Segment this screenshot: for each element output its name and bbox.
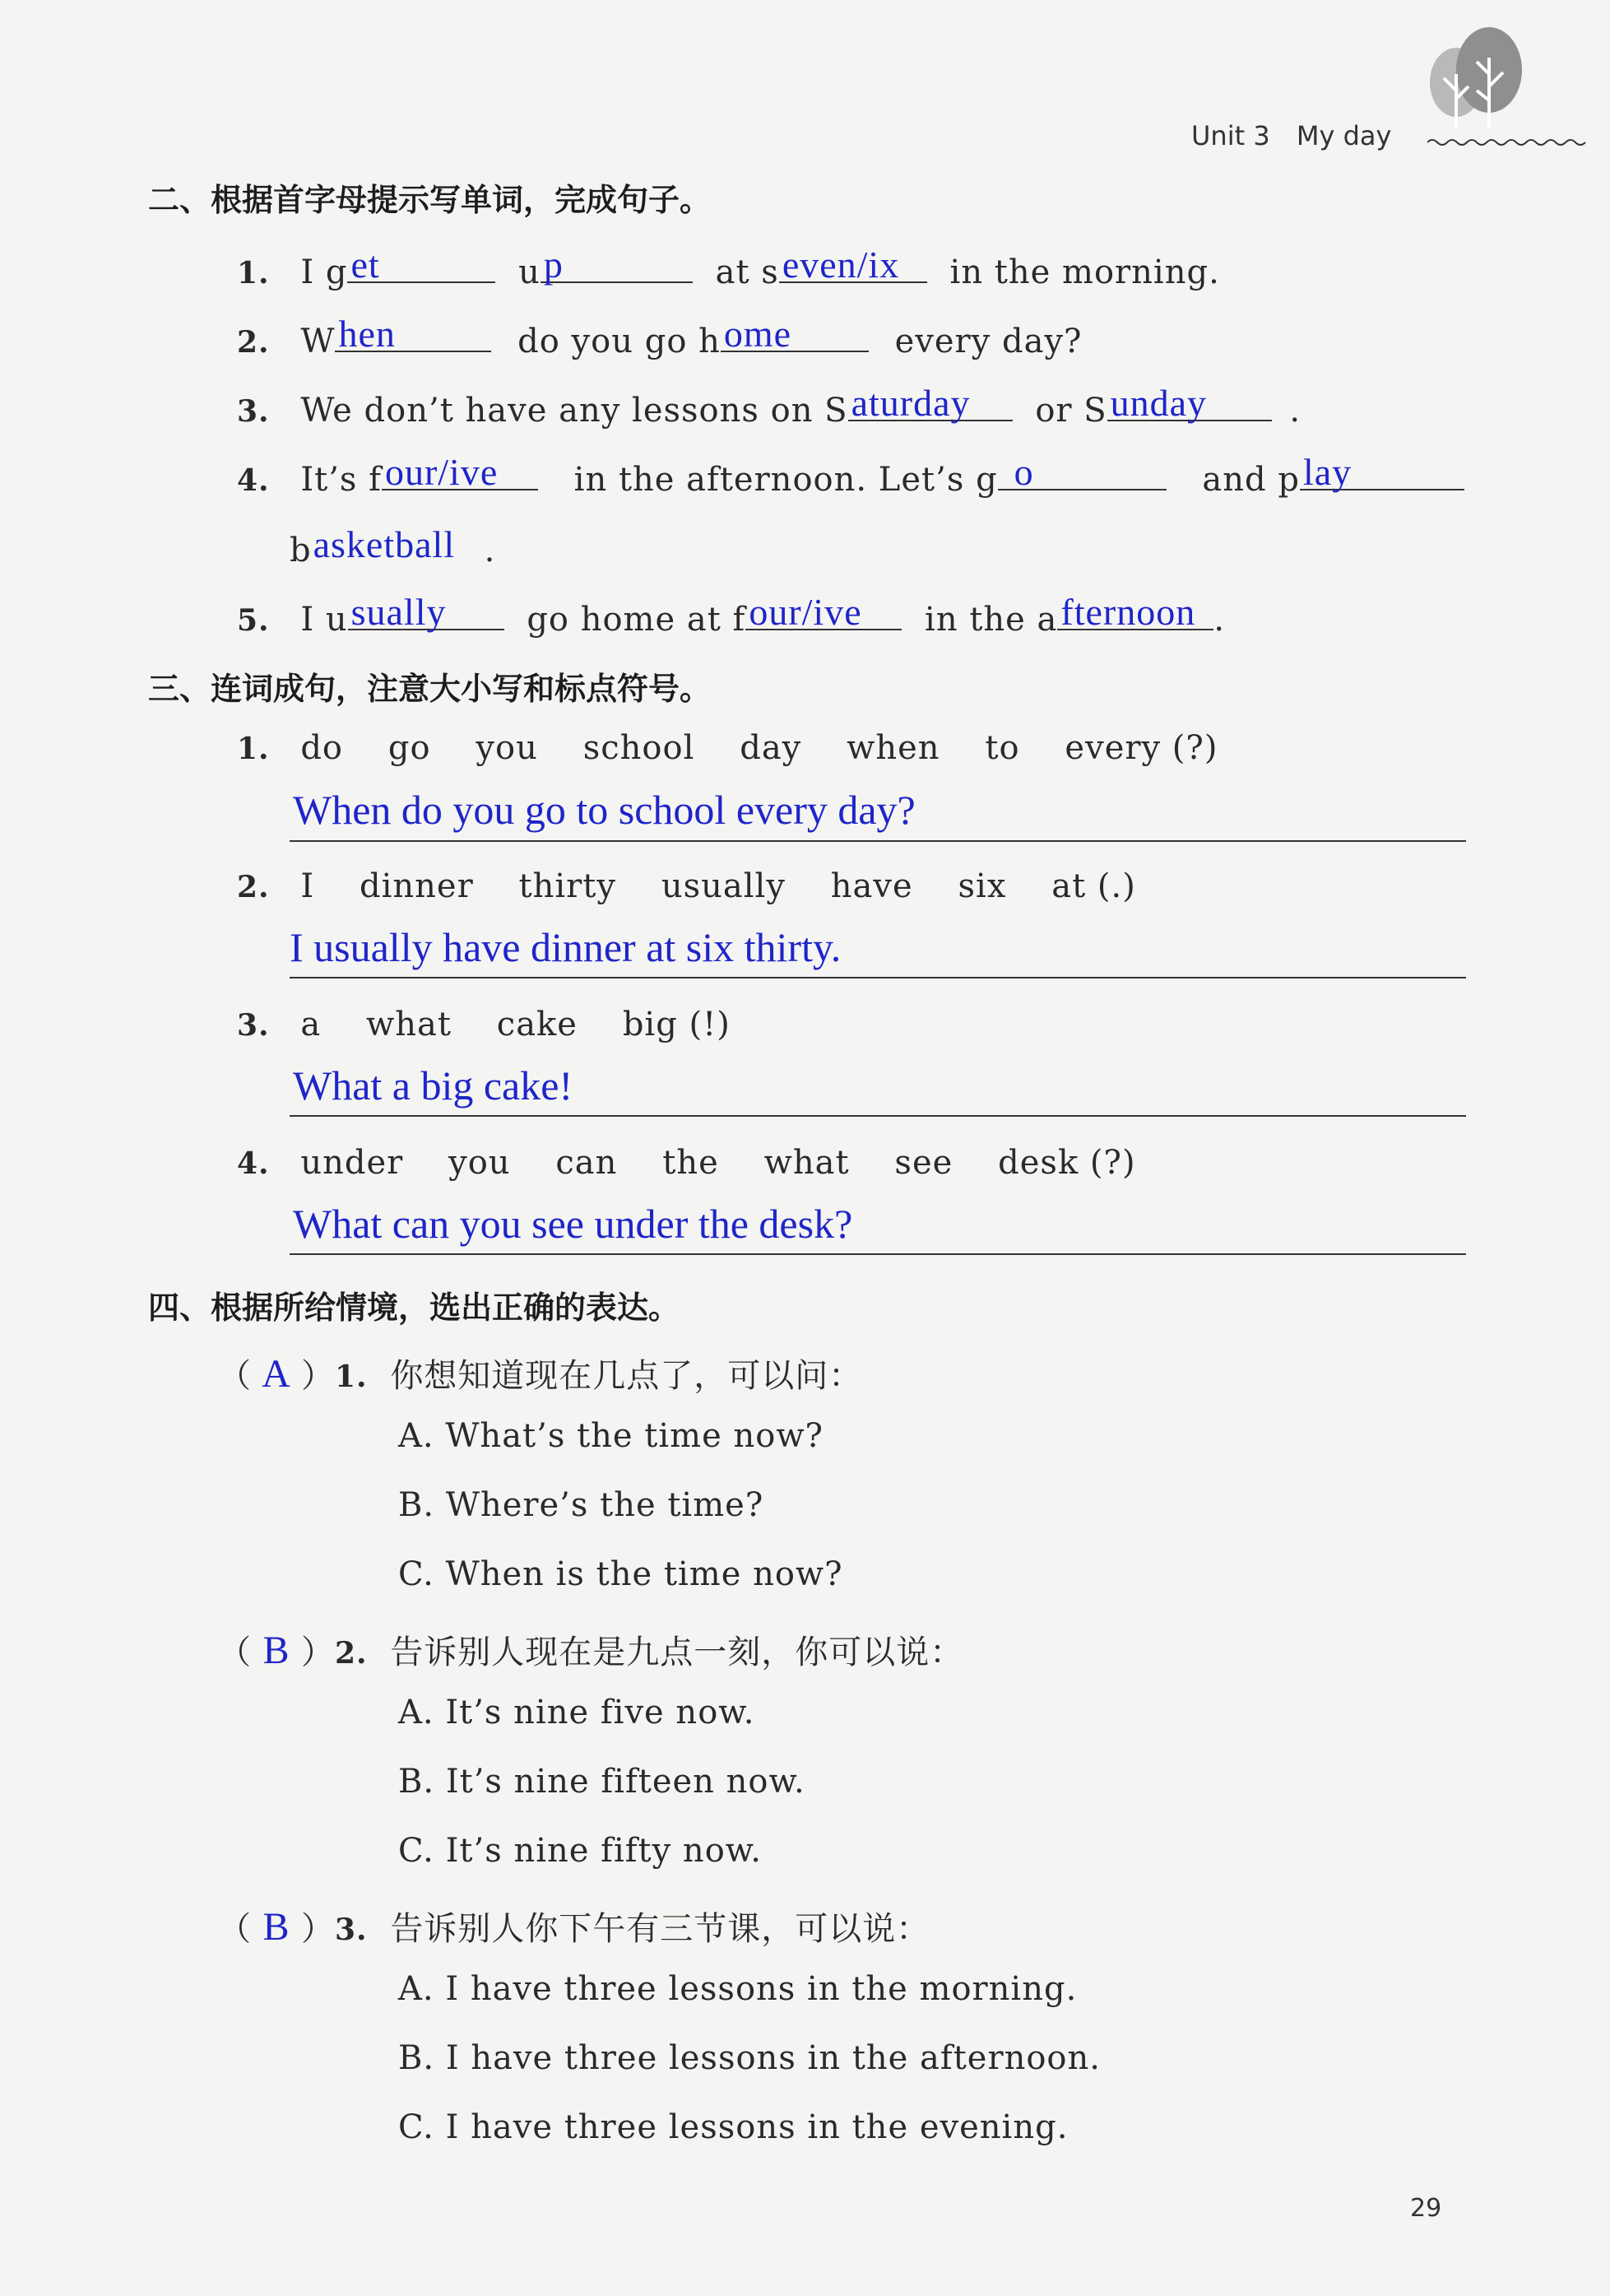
unit-number: Unit 3 xyxy=(1191,120,1270,151)
answer-blank[interactable]: aturday xyxy=(848,382,1013,421)
answer-blank[interactable]: hen xyxy=(335,313,491,352)
answer-blank[interactable]: fternoon xyxy=(1057,591,1213,630)
s4-item-1: （ A ）1. 你想知道现在几点了，可以问： xyxy=(218,1352,863,1396)
s3-item-4-words: 4. under you can the what see desk (?) xyxy=(237,1144,1136,1182)
answer-line[interactable] xyxy=(290,1253,1466,1255)
s3-answer-1: When do you go to school every day? xyxy=(293,787,916,833)
answer-blank[interactable]: sually xyxy=(348,591,504,630)
answer-blank[interactable]: ome xyxy=(721,313,869,352)
answer-blank[interactable]: o xyxy=(998,451,1167,490)
answer-line[interactable] xyxy=(290,977,1466,978)
section4-title: 四、根据所给情境，选出正确的表达。 xyxy=(148,1290,680,1326)
option: A. It’s nine five now. xyxy=(398,1694,755,1731)
s3-answer-3: What a big cake! xyxy=(293,1062,573,1108)
option: B. Where’s the time? xyxy=(398,1486,764,1524)
answer-line[interactable] xyxy=(290,840,1466,842)
page-number: 29 xyxy=(1410,2194,1442,2223)
answer-blank[interactable]: our/ive xyxy=(745,591,902,630)
answer-blank[interactable]: et xyxy=(347,244,495,283)
answer-blank[interactable]: asketball xyxy=(313,523,456,565)
option: C. When is the time now? xyxy=(398,1555,843,1593)
s2-item-3: 3. We don’t have any lessons on S aturday or S unday . xyxy=(237,382,1301,430)
option: A. What’s the time now? xyxy=(398,1417,824,1455)
s4-item-3: （ B ）3. 告诉别人你下午有三节课，可以说： xyxy=(218,1905,930,1949)
wave-decoration xyxy=(1427,136,1592,152)
s2-item-2: 2. W hen do you go h ome every day? xyxy=(237,313,1083,360)
tree-icon xyxy=(1419,25,1534,135)
answer-blank[interactable]: unday xyxy=(1107,382,1272,421)
option: A. I have three lessons in the morning. xyxy=(398,1970,1078,2008)
unit-label xyxy=(1191,120,1391,151)
answer-blank[interactable]: lay xyxy=(1300,451,1464,490)
s4-item-2: （ B ）2. 告诉别人现在是九点一刻，你可以说： xyxy=(218,1629,964,1672)
s2-item-5: 5. I u sually go home at f our/ive in the a fternoon . xyxy=(237,591,1226,639)
answer-blank[interactable]: even/ix xyxy=(779,244,927,283)
option: B. I have three lessons in the afternoon. xyxy=(398,2039,1101,2077)
answer-blank[interactable]: p xyxy=(541,244,693,283)
answer-blank[interactable]: our/ive xyxy=(382,451,538,490)
option: C. It’s nine fifty now. xyxy=(398,1832,762,1870)
choice-answer[interactable]: B xyxy=(262,1629,290,1672)
choice-answer[interactable]: A xyxy=(262,1352,291,1396)
s3-item-1-words: 1. do go you school day when to every (?) xyxy=(237,729,1218,767)
s2-item-1: 1. I g et u p at s even/ix in the morning. xyxy=(237,244,1220,291)
s2-item-4: 4. It’s f our/ive in the afternoon. Let’s g o and p lay xyxy=(237,451,1464,499)
unit-title: My day xyxy=(1296,120,1392,151)
section3-title: 三、连词成句，注意大小写和标点符号。 xyxy=(148,671,712,707)
s2-item-4-line2: b asketball . xyxy=(290,523,496,569)
s3-answer-4: What can you see under the desk? xyxy=(293,1201,853,1247)
section2-title: 二、根据首字母提示写单词，完成句子。 xyxy=(148,182,712,218)
s3-answer-2: I usually have dinner at six thirty. xyxy=(290,924,842,970)
s3-item-2-words: 2. I dinner thirty usually have six at (.) xyxy=(237,867,1136,905)
answer-line[interactable] xyxy=(290,1115,1466,1117)
s3-item-3-words: 3. a what cake big (!) xyxy=(237,1006,731,1043)
option: C. I have three lessons in the evening. xyxy=(398,2108,1069,2146)
option: B. It’s nine fifteen now. xyxy=(398,1763,805,1801)
choice-answer[interactable]: B xyxy=(262,1905,290,1949)
